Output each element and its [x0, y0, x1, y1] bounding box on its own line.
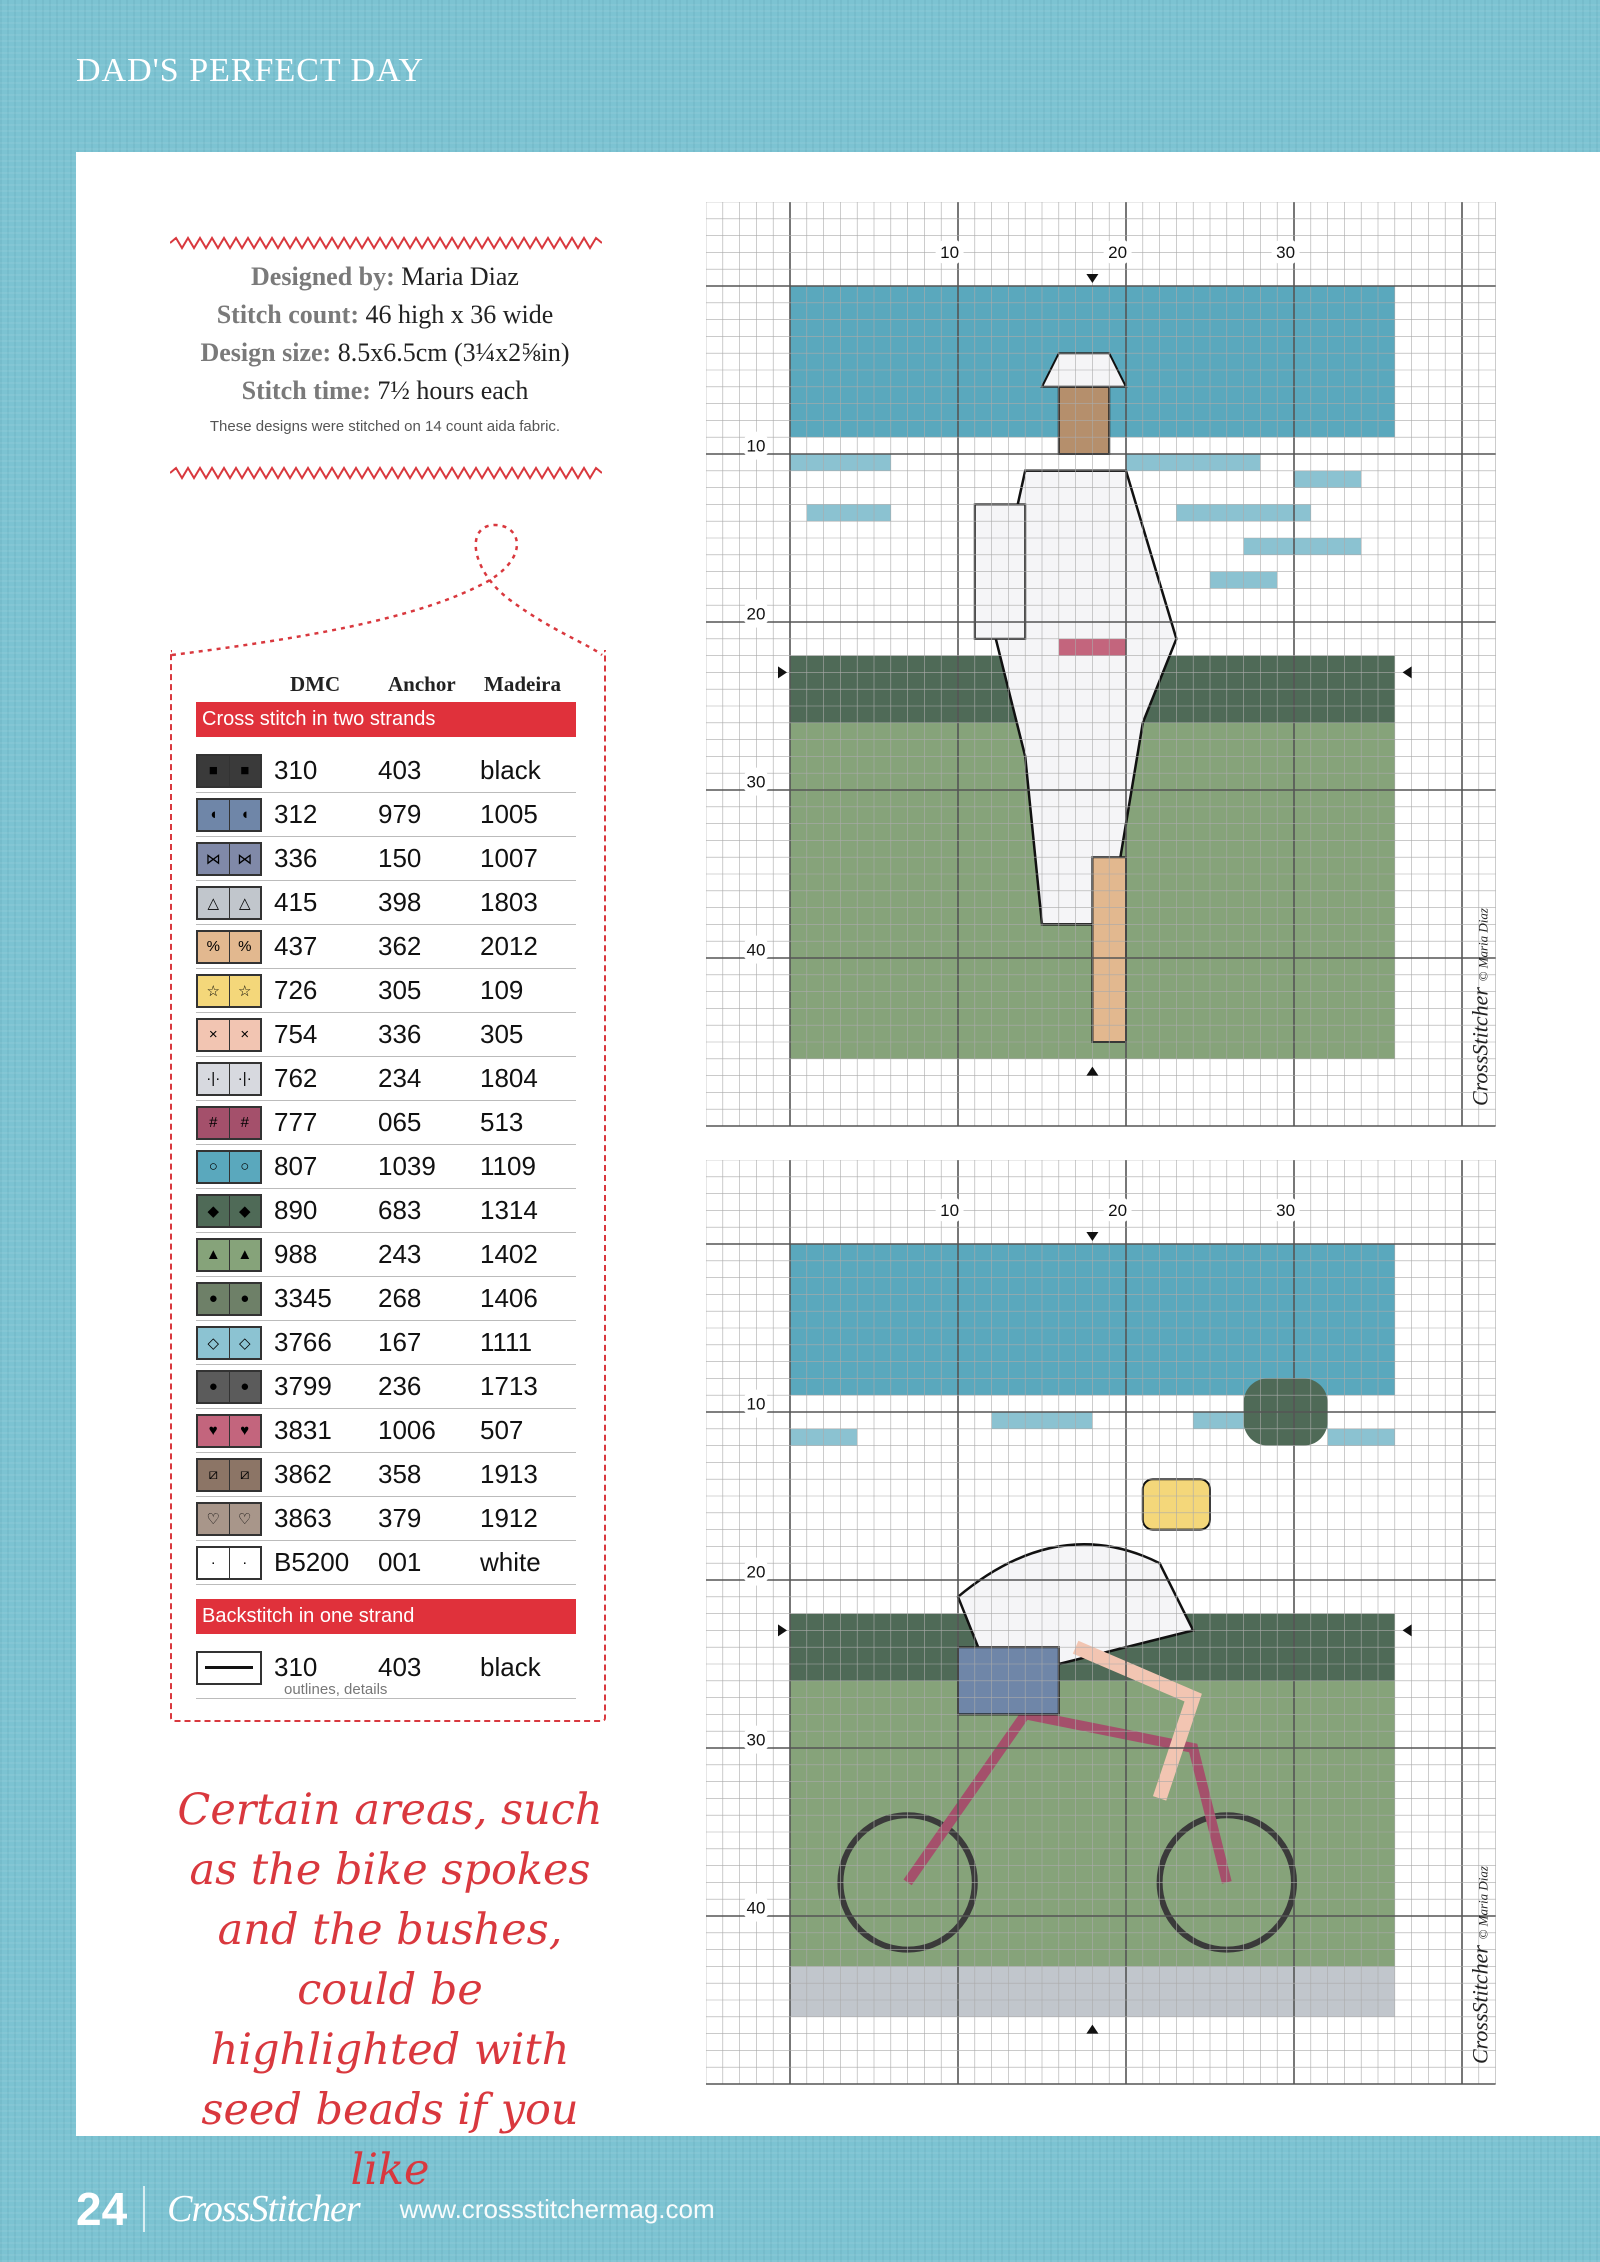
key-anchor: 167	[378, 1327, 422, 1357]
key-anchor: 403	[378, 755, 422, 785]
center-arrow-bottom	[1086, 1067, 1098, 1076]
key-dmc: 312	[274, 799, 318, 829]
swatch-symbol: ◇	[198, 1328, 230, 1358]
swatch-symbol: ×	[240, 1026, 250, 1043]
swatch-symbol: ♥	[198, 1416, 230, 1446]
key-dmc: 3799	[274, 1371, 332, 1401]
backstitch-heading: Backstitch in one strand	[196, 1599, 576, 1634]
cloud	[807, 504, 891, 521]
key-dmc: 437	[274, 931, 318, 961]
key-madeira: 1314	[480, 1195, 538, 1225]
key-dmc: 762	[274, 1063, 318, 1093]
chart-watermark	[1468, 1866, 1493, 2064]
zigzag-divider-top	[170, 236, 602, 250]
backstitch-swatch	[196, 1651, 262, 1685]
design-info	[160, 258, 610, 435]
swatch-symbol: ♡	[238, 1510, 252, 1528]
swatch-symbol: ⋈	[198, 844, 230, 874]
thread-swatch	[196, 1018, 262, 1052]
key-row	[196, 1057, 576, 1101]
key-madeira: 1912	[480, 1503, 538, 1533]
swatch-symbol: #	[240, 1114, 249, 1131]
row-label: 40	[746, 940, 766, 960]
key-row	[196, 1541, 576, 1585]
row-label: 30	[746, 1730, 766, 1750]
key-headers	[196, 672, 576, 702]
key-row	[196, 925, 576, 969]
key-dmc: 336	[274, 843, 318, 873]
backstitch-row: 310 403 black	[196, 1646, 576, 1689]
key-row	[196, 1497, 576, 1541]
key-madeira: 305	[480, 1019, 524, 1049]
header-dmc: DMC	[290, 672, 341, 696]
swatch-symbol: ⧄	[239, 1466, 250, 1483]
thread-swatch	[196, 1062, 262, 1096]
row-label: 10	[746, 436, 766, 456]
col-label: 20	[1108, 1201, 1128, 1220]
backstitch-note: outlines, details	[284, 1681, 388, 1698]
thread-swatch	[196, 1238, 262, 1272]
key-dmc: 777	[274, 1107, 318, 1137]
key-dmc: 3831	[274, 1415, 332, 1445]
col-label: 10	[940, 1201, 960, 1220]
tag-string-loop	[170, 520, 610, 660]
key-madeira: 1007	[480, 843, 538, 873]
key-madeira: 1913	[480, 1459, 538, 1489]
row-label: 10	[746, 1394, 766, 1414]
key-row	[196, 1145, 576, 1189]
key-madeira: 1713	[480, 1371, 538, 1401]
thread-swatch	[196, 754, 262, 788]
info-design-size: Design size: 8.5x6.5cm (3¼x2⅝in)	[200, 338, 570, 367]
page-footer	[76, 2182, 715, 2236]
swatch-symbol: ▲	[237, 1246, 253, 1263]
key-row	[196, 1277, 576, 1321]
key-row	[196, 1101, 576, 1145]
row-label: 20	[746, 604, 766, 624]
center-arrow-left	[778, 1624, 787, 1636]
swatch-symbol: ○	[198, 1152, 230, 1182]
key-dmc: 415	[274, 887, 318, 917]
thread-swatch	[196, 1106, 262, 1140]
swatch-symbol: ×	[198, 1020, 230, 1050]
center-arrow-bottom	[1086, 2025, 1098, 2034]
thread-swatch	[196, 1282, 262, 1316]
key-madeira: 109	[480, 975, 524, 1005]
key-row	[196, 969, 576, 1013]
key-anchor: 358	[378, 1459, 422, 1489]
cloud	[1244, 538, 1362, 555]
thread-swatch	[196, 842, 262, 876]
swatch-symbol: ⧄	[198, 1460, 230, 1490]
key-row	[196, 1013, 576, 1057]
key-anchor: 362	[378, 931, 422, 961]
key-anchor: 243	[378, 1239, 422, 1269]
key-madeira: 1803	[480, 887, 538, 917]
swatch-symbol: ·	[242, 1554, 248, 1571]
center-arrow-left	[778, 666, 787, 678]
thread-swatch	[196, 974, 262, 1008]
swatch-symbol: ◖	[240, 806, 250, 823]
swatch-symbol: ■	[198, 756, 230, 786]
info-note: These designs were stitched on 14 count aida fabric.	[209, 418, 561, 435]
swatch-symbol: ⋈	[237, 850, 253, 868]
key-madeira: 1109	[480, 1151, 536, 1181]
info-stitch-time: Stitch time: 7½ hours each	[241, 376, 529, 405]
swatch-symbol: ·|·	[198, 1064, 230, 1094]
center-arrow-right	[1403, 666, 1412, 678]
key-row	[196, 1409, 576, 1453]
thread-swatch	[196, 1150, 262, 1184]
key-dmc: 726	[274, 975, 318, 1005]
key-anchor: 150	[378, 843, 422, 873]
center-arrow-top	[1086, 1232, 1098, 1241]
key-row	[196, 1189, 576, 1233]
thread-swatch	[196, 798, 262, 832]
col-label: 20	[1108, 243, 1128, 262]
seed-bead-tip: Certain areas, such as the bike spokes and the bushes, could be highlighted with seed beads if you like	[177, 1785, 603, 2195]
key-row	[196, 749, 576, 793]
key-row	[196, 1233, 576, 1277]
section-title: DAD'S PERFECT DAY	[76, 52, 425, 89]
key-dmc: 3863	[274, 1503, 332, 1533]
swatch-symbol: ☆	[198, 976, 230, 1006]
key-rows	[196, 749, 576, 1585]
swatch-symbol: ·	[198, 1548, 230, 1578]
watermark-brand: CrossStitcher	[1467, 981, 1493, 1106]
chart-watermark	[1468, 908, 1493, 1106]
key-dmc: 310	[274, 755, 318, 785]
key-anchor: 336	[378, 1019, 422, 1049]
swatch-symbol: %	[238, 938, 252, 955]
key-anchor: 268	[378, 1283, 422, 1313]
swatch-symbol: ●	[198, 1372, 230, 1402]
row-label: 40	[746, 1898, 766, 1918]
key-row	[196, 881, 576, 925]
cyclist-pattern-svg	[706, 1160, 1496, 2090]
key-madeira: 507	[480, 1415, 524, 1445]
key-madeira: 1402	[480, 1239, 538, 1269]
key-row	[196, 1365, 576, 1409]
col-label: 30	[1276, 243, 1296, 262]
key-anchor: 683	[378, 1195, 422, 1225]
key-anchor: 398	[378, 887, 422, 917]
key-dmc: 3766	[274, 1327, 332, 1357]
col-label: 30	[1276, 1201, 1296, 1220]
swatch-symbol: ○	[240, 1158, 250, 1175]
footer-brand: CrossStitcher	[167, 2188, 360, 2230]
swatch-symbol: ■	[240, 762, 250, 779]
swatch-symbol: ♡	[198, 1504, 230, 1534]
swatch-symbol: ♥	[240, 1422, 250, 1439]
key-madeira: 2012	[480, 931, 538, 961]
key-row	[196, 793, 576, 837]
key-madeira: 1804	[480, 1063, 538, 1093]
key-madeira: 1005	[480, 799, 538, 829]
thread-swatch	[196, 1546, 262, 1580]
thread-swatch	[196, 1502, 262, 1536]
thread-swatch	[196, 930, 262, 964]
key-anchor: 1006	[378, 1415, 436, 1445]
swatch-symbol: △	[198, 888, 230, 918]
key-anchor: 234	[378, 1063, 422, 1093]
footer-divider	[143, 2186, 145, 2232]
thread-swatch	[196, 1326, 262, 1360]
page-number: 24	[76, 2183, 128, 2235]
thread-swatch	[196, 1370, 262, 1404]
swatch-symbol: ◆	[238, 1202, 251, 1220]
key-anchor: 1039	[378, 1151, 436, 1181]
swatch-symbol: ●	[240, 1378, 250, 1395]
row-label: 30	[746, 772, 766, 792]
key-madeira: 1111	[480, 1327, 533, 1357]
key-dmc: 3345	[274, 1283, 332, 1313]
key-anchor: 305	[378, 975, 422, 1005]
swatch-symbol: #	[198, 1108, 230, 1138]
key-dmc: 988	[274, 1239, 318, 1269]
key-dmc: 3862	[274, 1459, 332, 1489]
thread-swatch	[196, 1414, 262, 1448]
thread-key	[196, 672, 576, 1699]
swatch-symbol: ·|·	[237, 1070, 252, 1087]
swatch-symbol: ◆	[198, 1196, 230, 1226]
key-dmc: 890	[274, 1195, 318, 1225]
key-anchor: 065	[378, 1107, 422, 1137]
key-madeira: black	[480, 755, 541, 785]
key-dmc: 807	[274, 1151, 318, 1181]
thread-swatch	[196, 1458, 262, 1492]
swatch-symbol: ▲	[198, 1240, 230, 1270]
key-madeira: white	[480, 1547, 541, 1577]
swatch-symbol: ●	[240, 1290, 250, 1307]
key-anchor: 001	[378, 1547, 422, 1577]
footer-url[interactable]: www.crossstitchermag.com	[399, 2193, 715, 2224]
zigzag-divider-bottom	[170, 466, 602, 480]
key-madeira: 1406	[480, 1283, 538, 1313]
key-dmc: B5200	[274, 1547, 350, 1577]
thread-swatch	[196, 1194, 262, 1228]
cross-stitch-heading: Cross stitch in two strands	[196, 702, 576, 737]
col-label: 10	[940, 243, 960, 262]
key-row	[196, 1321, 576, 1365]
key-row	[196, 837, 576, 881]
key-madeira: 513	[480, 1107, 524, 1137]
chart-cricketer	[706, 202, 1496, 1132]
watermark-credit: © Maria Diaz	[1475, 908, 1491, 982]
center-arrow-right	[1403, 1624, 1412, 1636]
watermark-brand: CrossStitcher	[1467, 1939, 1493, 2064]
watermark-credit: © Maria Diaz	[1475, 1866, 1491, 1940]
info-designer: Designed by: Maria Diaz	[251, 262, 519, 291]
key-anchor: 979	[378, 799, 422, 829]
swatch-symbol: ☆	[238, 982, 252, 1000]
thread-swatch	[196, 886, 262, 920]
swatch-symbol: %	[198, 932, 230, 962]
cricketer-pattern-svg	[706, 202, 1496, 1132]
info-stitch-count: Stitch count: 46 high x 36 wide	[216, 300, 554, 329]
swatch-symbol: △	[238, 894, 251, 912]
chart-cyclist	[706, 1160, 1496, 2090]
header-madeira: Madeira	[484, 672, 561, 696]
swatch-symbol: ●	[198, 1284, 230, 1314]
key-row	[196, 1453, 576, 1497]
header-anchor: Anchor	[388, 672, 456, 696]
key-anchor: 379	[378, 1503, 422, 1533]
center-arrow-top	[1086, 274, 1098, 283]
key-dmc: 754	[274, 1019, 318, 1049]
swatch-symbol: ◖	[198, 800, 230, 830]
row-label: 20	[746, 1562, 766, 1582]
key-anchor: 236	[378, 1371, 422, 1401]
swatch-symbol: ◇	[238, 1334, 251, 1352]
